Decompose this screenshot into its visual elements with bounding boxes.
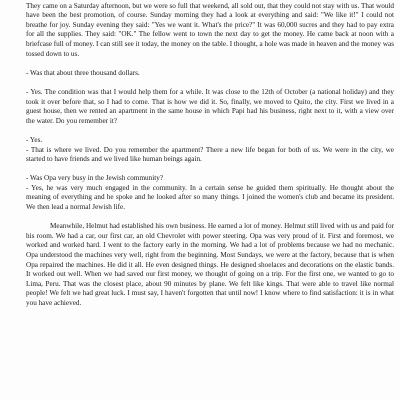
- paragraph-helmut-business: Meanwhile, Helmut had established his own business. He earned a lot of money. Helmut still lived with us and paid for his room. We had a car, our first car, an old Chevrolet with power steering. Opa was very proud of it. First and foremost, we worked and worked hard. I went to the factory early in the morning. We had a lot of problems because we had no mechanic. Opa understood the machines very well, right from the beginning. Most Sundays, we were at the factory, because that is when Opa repaired the machines. He did it all. He even designed things. He designed shoelaces and decorations on the elastic bands. It worked out well. When we had saved our first money, we thought of going on a trip. For the first one, we wanted to go to Lima, Peru. That was the closest place, about 90 minutes by plane. We felt like kings. That were able to travel like normal people! We felt we had great luck. I must say, I haven't forgotten that until now! I know where to find satisfaction: it is in what you have achieved.: [26, 222, 394, 307]
- answer-move-to-quito: - Yes. The condition was that I would help them for a while. It was close to the 12th of October (a national holiday) and they took it over before that, so I had to come. That is how we did it. So, finally, we moved to Quito, the city. First we lived in a guest house, then we rented an apartment in the same house in which Papi had his business, right next to it, with a view over the water. Do you remember it?: [26, 87, 394, 125]
- question-three-thousand-dollars: - Was that about three thousand dollars.: [26, 68, 140, 77]
- paragraph-gap: [26, 165, 394, 175]
- paragraph-gap: [26, 78, 394, 88]
- question-jewish-community: - Was Opa very busy in the Jewish community?: [26, 174, 164, 183]
- paragraph-gap: [26, 59, 394, 69]
- document-body: [26, 0, 394, 309]
- answer-apartment-new-life: - That is where we lived. Do you remember the apartment? There a new life began for both of us. We were in the city, we started to have friends and we lived like human beings again.: [26, 145, 394, 164]
- reply-yes: - Yes.: [26, 135, 43, 144]
- paragraph-gap: [26, 213, 394, 223]
- paragraph-gap: [26, 126, 394, 136]
- answer-community-engagement: - Yes, he was very much engaged in the community. In a certain sense he guided them spiritually. He thought about the meaning of everything and he spoke and he looked after so many things. I joined the women's club and became its president. We then lead a normal Jewish life.: [26, 183, 394, 212]
- paragraph-sale-story: They came on a Saturday afternoon, but we were so full that weekend, all sold out, that they could not stay with us. That would have been the best promotion, of course. Sunday morning they had a look at everything and said: "We like it!" I could not breathe for joy. Sunday evening they said: "Yes we want it. What's the price?" It was 60,000 sucres and they had to pay extra for all the supplies. They said: "OK." The fellow went to town the next day to get the money. He came back at noon with a briefcase full of money. I can still see it today, the money on the table. I thought, a hole was made in heaven and the money was tossed down to us.: [26, 1, 394, 58]
